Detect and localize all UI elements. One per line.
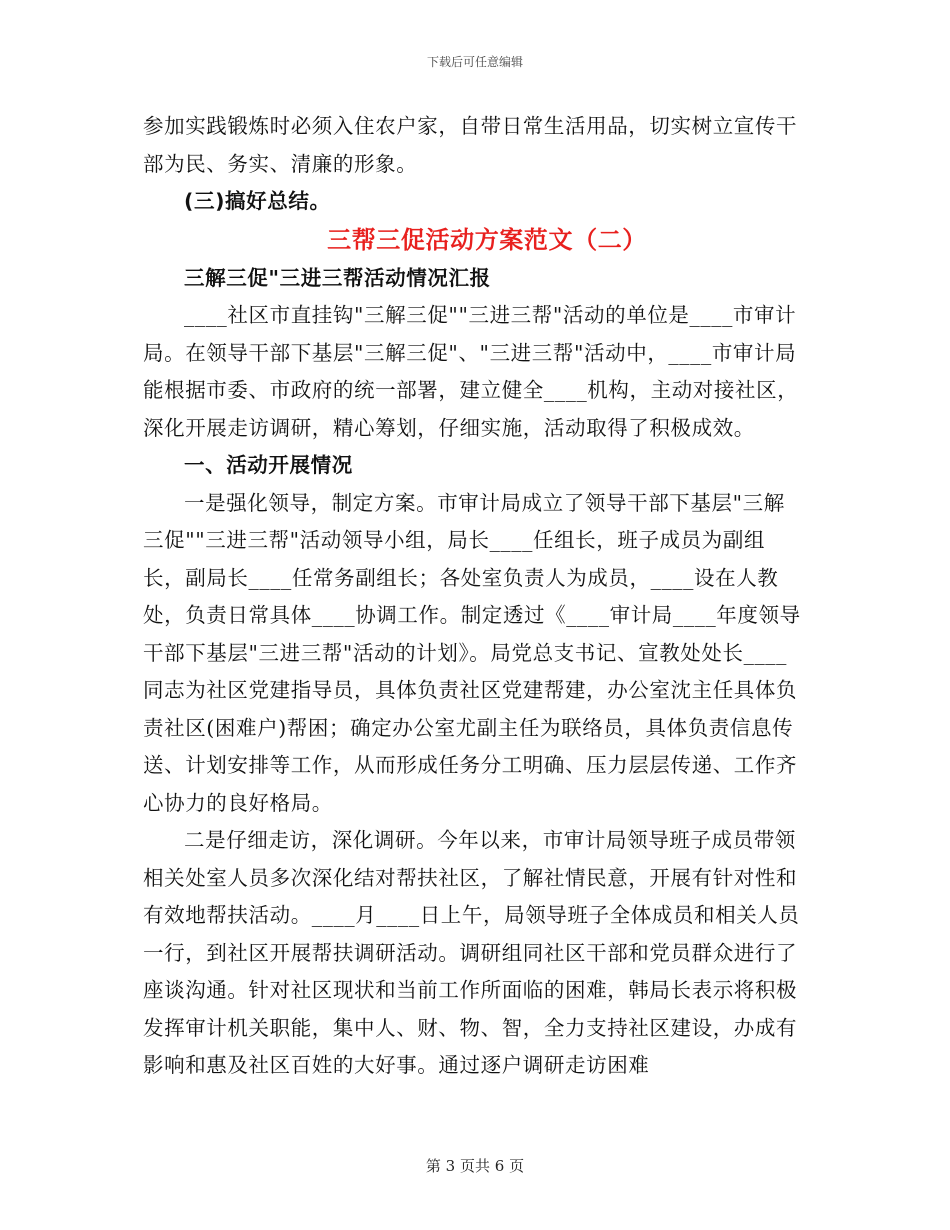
document-subtitle: 三解三促"三进三帮活动情况汇报: [184, 265, 491, 290]
document-body: [143, 108, 803, 1085]
document-title: 三帮三促活动方案范文（二）: [327, 225, 647, 254]
section-heading-1: 一、活动开展情况: [184, 453, 353, 477]
page-footer: 第 3 页共 6 页: [425, 1157, 525, 1175]
paragraph-3: 一是强化领导，制定方案。市审计局成立了领导干部下基层"三解三促""三进三帮"活动领导小组，局长____任组长，班子成员为副组长，副局长____任常务副组长；各处室负责人为成员，____设在人教处，负责日常具体____协调工作。制定透过《____审计局____年度领导干部下基层"三进三帮"活动的计划》。局党总支书记、宣教处处长____同志为社区党建指导员，具体负责社区党建帮建，办公室沈主任具体负责社区(困难户)帮困；确定办公室尤副主任为联络员，具体负责信息传送、计划安排等工作，从而形成任务分工明确、压力层层传递、工作齐心协力的良好格局。: [143, 490, 801, 815]
paragraph-2: ____社区市直挂钩"三解三促""三进三帮"活动的单位是____市审计局。在领导干部下基层"三解三促"、"三进三帮"活动中，____市审计局能根据市委、市政府的统一部署，建立健全____机构，主动对接社区，深化开展走访调研，精心筹划，仔细实施，活动取得了积极成效。: [143, 303, 799, 440]
paragraph-4: 二是仔细走访，深化调研。今年以来，市审计局领导班子成员带领相关处室人员多次深化结对帮扶社区，了解社情民意，开展有针对性和有效地帮扶活动。____月____日上午，局领导班子全体成员和相关人员一行，到社区开展帮扶调研活动。调研组同社区干部和党员群众进行了座谈沟通。针对社区现状和当前工作所面临的困难，韩局长表示将积极发挥审计机关职能，集中人、财、物、智，全力支持社区建设，办成有影响和惠及社区百姓的大好事。通过逐户调研走访困难: [143, 828, 800, 1077]
section-heading-summary: (三)搞好总结。: [184, 189, 331, 213]
page-header: 下载后可任意编辑: [426, 55, 523, 69]
paragraph-1: 参加实践锻炼时必须入住农户家，自带日常生活用品，切实树立宣传干部为民、务实、清廉的形象。: [143, 114, 798, 176]
